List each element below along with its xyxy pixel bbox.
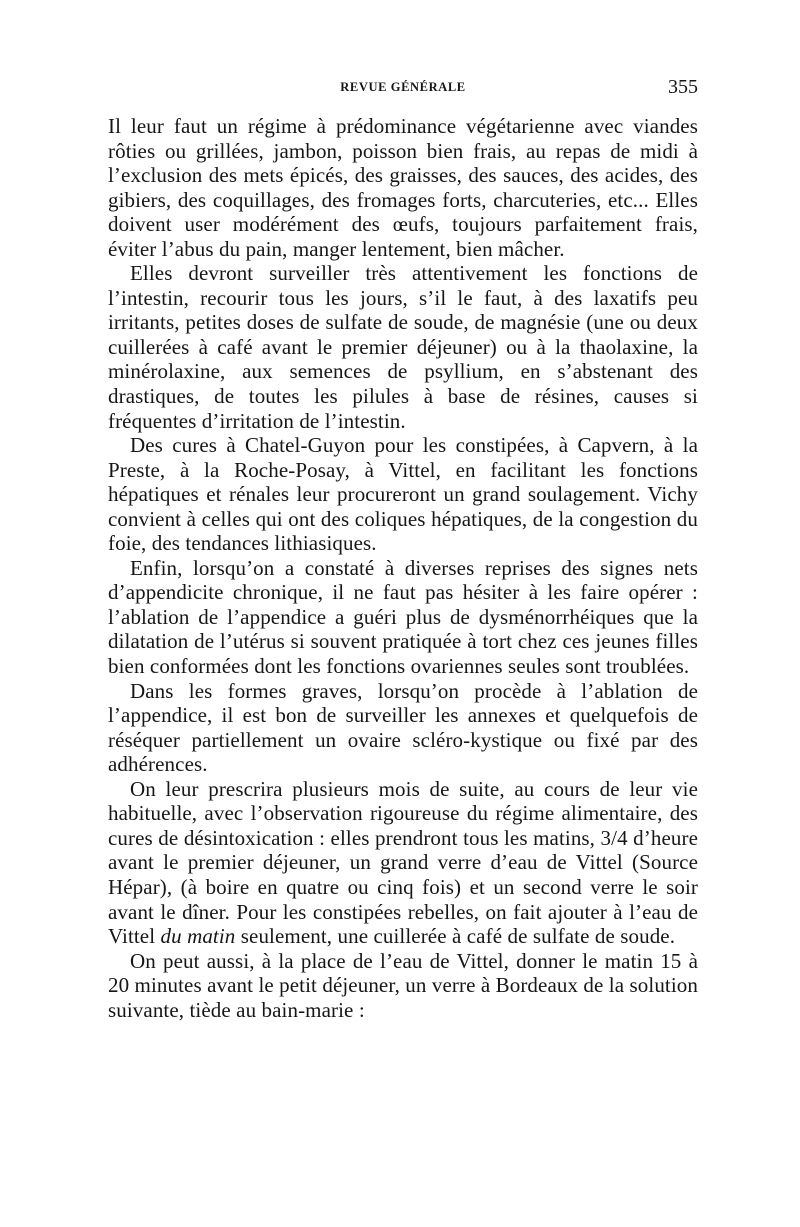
page-number: 355 <box>668 76 698 98</box>
paragraph-appendicitis: Enfin, lorsqu’on a constaté à diverses reprises des signes nets d’appendicite chronique, il ne faut pas hésiter à les faire opérer : l’ablation de l’appendice a guéri plus de dysménorrhéiques que la dilatation de l’utérus si souvent pratiquée à tort chez ces jeunes filles bien conformées dont les fonctions ovariennes seules sont troublées. <box>108 555 698 679</box>
paragraph-intestine: Elles devront surveiller très attentivement les fonctions de l’intestin, recourir tous les jours, s’il le faut, à des laxatifs peu irritants, petites doses de sulfate de soude, de magnésie (une ou deux cuillerées à café avant le premier déjeuner) ou à la thaolaxine, la minérolaxine, aux semences de psyllium, en s’abstenant des drastiques, de toutes les pilules à base de résines, causes si fréquentes d’irritation de l’intestin. <box>108 261 698 433</box>
paragraph-diet: Il leur faut un régime à prédominance végétarienne avec viandes rôties ou grillées, jambon, poisson bien frais, au repas de midi à l’exclusion des mets épicés, des graisses, des sauces, des acides, des gibiers, des coquillages, des fromages forts, charcuteries, etc... Elles doivent user modérément des œufs, toujours parfaitement frais, éviter l’abus du pain, manger lentement, bien mâcher. <box>108 114 698 261</box>
paragraph-spa-cures: Des cures à Chatel-Guyon pour les constipées, à Capvern, à la Preste, à la Roche-Posay, à Vittel, en facilitant les fonctions hépatiques et rénales leur procureront un grand soulagement. Vichy convient à celles qui ont des coliques hépatiques, de la congestion du foie, des tendances lithiasiques. <box>108 433 698 556</box>
paragraph-severe-forms: Dans les formes graves, lorsqu’on procède à l’ablation de l’appendice, il est bon de surveiller les annexes et quelquefois de réséquer partiellement un ovaire scléro-kystique ou fixé par des adhérences. <box>108 678 698 777</box>
paragraph-vittel-prescription <box>108 777 698 949</box>
running-header <box>108 76 698 102</box>
book-page <box>108 76 698 1022</box>
vittel-text-after: seulement, une cuillerée à café de sulfate de soude. <box>235 924 676 949</box>
running-title: REVUE GÉNÉRALE <box>340 80 466 94</box>
italic-phrase: du matin <box>160 924 236 949</box>
body-text <box>108 114 698 1022</box>
vittel-text-before: On leur prescrira plusieurs mois de suite, au cours de leur vie habituelle, avec l’observation rigoureuse du régime alimentaire, des cures de désintoxication : elles prendront tous les matins, 3/4 d’heure avant le premier déjeuner, un grand verre d’eau de Vittel (Source Hépar), (à boire en quatre ou cinq fois) et un second verre le soir avant le dîner. Pour les constipées rebelles, on fait ajouter à l’eau de Vittel <box>108 776 698 949</box>
paragraph-solution: On peut aussi, à la place de l’eau de Vittel, donner le matin 15 à 20 minutes avant le petit déjeuner, un verre à Bordeaux de la solution suivante, tiède au bain-marie : <box>108 948 698 1022</box>
